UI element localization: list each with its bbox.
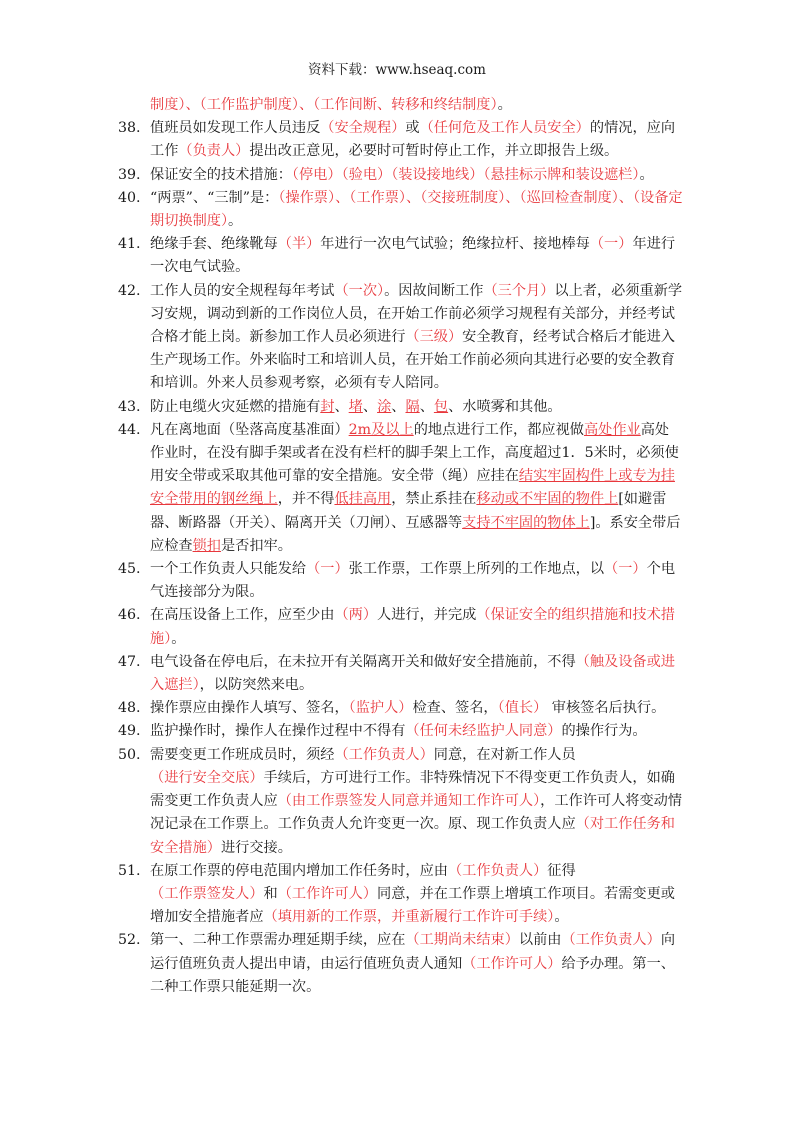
question-text: 。: [554, 909, 569, 926]
question-number: 51.: [118, 862, 141, 879]
question-item: [118, 164, 683, 187]
question-text: ，禁止系挂在: [391, 491, 477, 508]
question-text: 同意，并在工作票上增填工作项目。若需变更或增加安全措施者应: [150, 885, 675, 926]
question-item: [118, 396, 683, 419]
question-text: 高处作业时，在没有脚手架或者在没有栏杆的脚手架上工作，高度超过1．5米时，必须使用安全带或采取其他可靠的安全措施。安全带（绳）应挂在: [150, 421, 679, 485]
question-item: [118, 187, 683, 233]
answer-text: （触及设备或进入遮拦）: [150, 653, 675, 694]
question-text: ，工作许可人将变动情况记录在工作票上。工作负责人允许变更一次。原、现工作负责人应: [150, 793, 683, 833]
question-text: 绝缘手套、绝缘靴每: [150, 236, 278, 253]
question-text: 第一、二种工作票需办理延期手续，应在: [150, 932, 406, 949]
question-text: 张工作票，工作票上所列的工作地点，以: [348, 561, 605, 578]
question-number: 45.: [118, 561, 141, 578]
question-item: [118, 697, 683, 720]
answer-text: （值长）: [497, 700, 548, 717]
answer-text: 制度）、（工作监护制度）、（工作间断、转移和终结制度）: [150, 97, 498, 113]
question-text: 给予办理。第一、二种工作票只能延期一次。: [150, 955, 675, 995]
question-item: [118, 419, 683, 558]
question-body: [150, 929, 683, 999]
question-text: 。: [497, 97, 512, 113]
question-list: [118, 117, 683, 999]
answer-text: （任何危及工作人员安全）: [419, 120, 590, 137]
question-number: 38.: [118, 120, 141, 137]
question-text: 。因故间断工作: [384, 282, 484, 299]
question-text: 和: [263, 885, 278, 902]
answer-text: （负责人）: [178, 143, 250, 160]
answer-text: （保证安全的组织措施和技术措施）: [150, 607, 675, 647]
answer-text: 隔: [405, 398, 420, 415]
answer-text: （工作负责人）: [334, 746, 434, 763]
question-number: 42.: [118, 282, 141, 299]
answer-text: （由工作票签发人同意并通知工作许可人）: [277, 793, 541, 810]
question-body: [150, 233, 683, 279]
answer-text: 低挂高用: [334, 491, 392, 508]
question-text: “两票”、“三制”是：: [150, 189, 279, 206]
answer-text: （工作许可人）: [462, 955, 562, 972]
header-source-text: 资料下载：www.hseaq.com: [308, 62, 486, 78]
question-text: 值班员如发现工作人员违反: [150, 120, 321, 137]
answer-text: （工作许可人）: [277, 885, 378, 902]
question-body: [150, 651, 683, 697]
answer-text: （三级）: [405, 329, 463, 346]
question-text: 手续后，方可进行工作。非特殊情况下不得变更工作负责人，如确需变更工作负责人应: [150, 769, 675, 810]
question-item: [118, 604, 683, 650]
answer-text: （操作票）、（工作票）、（交接班制度）、（巡回检查制度）、（设备定期切换制度）: [150, 189, 683, 230]
answer-text: 包: [433, 398, 449, 415]
question-text: 的地点进行工作，都应视做: [413, 421, 584, 438]
question-text: ，以防突然来电。: [199, 677, 314, 694]
answer-text: 结实牢固构件上或专为挂安全带用的钢丝绳上: [150, 468, 675, 508]
answer-text: （任何未经监护人同意）: [405, 723, 562, 740]
question-text: 一个工作负责人只能发给: [150, 561, 307, 578]
question-text: [如避雷器、断路器（开关）、隔离开关（刀闸）、互感器等: [150, 491, 667, 531]
question-text: ，并不得: [277, 491, 335, 508]
question-text: 进行交接。: [220, 839, 292, 856]
question-item: [118, 117, 683, 163]
question-text: 检查、签名，: [412, 700, 498, 717]
answer-text: （一）: [604, 561, 647, 578]
question-text: 。: [171, 630, 186, 647]
question-text: 、: [419, 398, 434, 415]
question-number: 49.: [118, 723, 141, 740]
question-item: [118, 651, 683, 697]
question-text: 、: [362, 398, 378, 415]
question-number: 46.: [118, 607, 141, 624]
question-text: 或: [405, 120, 420, 137]
answer-text: （工作票签发人）: [150, 885, 264, 902]
question-text: 征得: [547, 862, 576, 879]
answer-text: 锁扣: [192, 537, 221, 554]
question-number: 40.: [118, 189, 141, 206]
question-text: 、: [391, 398, 406, 415]
question-text: 年进行一次电气试验；绝缘拉杆、接地棒每: [320, 236, 590, 253]
answer-text: （一次）: [334, 282, 385, 299]
question-item: [118, 929, 683, 999]
question-body: [150, 280, 683, 396]
question-text: 操作票应由操作人填写、签名，: [150, 700, 349, 717]
question-text: 个电气连接部分为限。: [150, 561, 676, 601]
question-item: [118, 280, 683, 396]
answer-text: 堵: [348, 398, 363, 415]
question-text: 工作人员的安全规程每年考试: [150, 282, 335, 299]
answer-text: （半）: [277, 236, 321, 253]
question-text: 提出改正意见，必要时可暂时停止工作，并立即报告上级。: [249, 143, 619, 160]
question-text: ]。系安全带后应检查: [150, 514, 681, 554]
question-number: 43.: [118, 398, 141, 415]
question-text: 安全教育，经考试合格后才能进入生产现场工作。外来临时工和培训人员，在开始工作前必须向其进行必要的安全教育和培训。外来人员参观考察，必须有专人陪同。: [150, 329, 675, 392]
question-number: 50.: [118, 746, 141, 763]
page-header: [0, 61, 794, 79]
question-text: 保证安全的技术措施：: [150, 166, 292, 183]
question-item: [118, 558, 683, 604]
answer-text: （监护人）: [348, 700, 413, 717]
answer-text: （一）: [589, 236, 633, 253]
question-number: 48.: [118, 700, 141, 717]
answer-text: （两）: [334, 607, 378, 624]
question-body: [150, 604, 683, 650]
answer-text: 封: [320, 398, 335, 415]
question-text: 、: [334, 398, 349, 415]
question-item: [118, 233, 683, 279]
question-text: 同意，在对新工作人员: [433, 746, 576, 763]
answer-text: （工期尚未结束）: [405, 932, 519, 949]
answer-text: （工作负责人）: [447, 862, 548, 879]
answer-text: 移动或不牢固的物件上: [476, 491, 619, 508]
answer-text: （三个月）: [483, 282, 555, 299]
question-number: 47.: [118, 653, 141, 670]
question-text: 向运行值班负责人提出申请，由运行值班负责人通知: [150, 932, 676, 972]
answer-text: （安全规程）: [320, 120, 406, 137]
question-text: 在高压设备上工作，应至少由: [150, 607, 335, 624]
question-number: 39.: [118, 166, 141, 183]
question-body: [150, 558, 683, 604]
question-number: 41.: [118, 236, 141, 253]
question-text: 。: [228, 213, 243, 230]
question-body: [150, 744, 683, 860]
question-text: 监护操作时，操作人在操作过程中不得有: [150, 723, 406, 740]
answer-text: 2m及以上: [348, 421, 414, 438]
question-text: 、水喷雾和其他。: [448, 398, 562, 415]
question-text: 。: [639, 166, 654, 183]
question-number: 44.: [118, 421, 141, 438]
question-text: 以上者，必须重新学习安规，调动到新的工作岗位人员，在开始工作前必须学习规程有关部分，并经考试合格才能上岗。新参加工作人员必须进行: [150, 282, 683, 346]
question-text: 在原工作票的停电范围内增加工作任务时，应由: [150, 862, 448, 879]
question-text: 的情况，应向工作: [150, 120, 676, 160]
question-body: [150, 117, 683, 163]
question-body: [150, 164, 683, 187]
continuation-line: [118, 94, 683, 117]
question-text: 以前由: [518, 932, 562, 949]
answer-text: 支持不牢固的物体上: [462, 514, 590, 531]
question-body: [150, 720, 683, 743]
question-text: 需要变更工作班成员时，须经: [150, 746, 335, 763]
answer-text: 高处作业: [583, 421, 641, 438]
question-text: 审核签名后执行。: [547, 700, 666, 717]
question-body: [150, 860, 683, 930]
question-text: 年进行一次电气试验。: [150, 236, 676, 276]
question-text: 人进行，并完成: [377, 607, 477, 624]
question-item: [118, 744, 683, 860]
answer-text: （填用新的工作票，并重新履行工作许可手续）: [263, 909, 555, 926]
question-text: 的操作行为。: [561, 723, 647, 740]
question-item: [118, 860, 683, 930]
answer-text: （停电）（验电）（装设接地线）（悬挂标示牌和装设遮栏）: [291, 166, 640, 183]
answer-text: （对工作任务和安全措施）: [150, 816, 675, 856]
answer-text: （进行安全交底）: [150, 769, 264, 786]
question-item: [118, 720, 683, 743]
question-text: 防止电缆火灾延燃的措施有: [150, 398, 321, 415]
question-body: [150, 697, 683, 720]
question-number: 52.: [118, 932, 141, 949]
question-body: [150, 419, 683, 558]
answer-text: 涂: [377, 398, 392, 415]
question-body: [150, 396, 683, 419]
question-text: 凡在离地面（坠落高度基准面）: [150, 421, 349, 438]
question-text: 电气设备在停电后，在未拉开有关隔离开关和做好安全措施前，不得: [150, 653, 576, 670]
answer-text: （一）: [306, 561, 349, 578]
document-body: [118, 94, 683, 999]
question-body: [150, 187, 683, 233]
question-text: 是否扣牢。: [220, 537, 292, 554]
answer-text: （工作负责人）: [561, 932, 661, 949]
